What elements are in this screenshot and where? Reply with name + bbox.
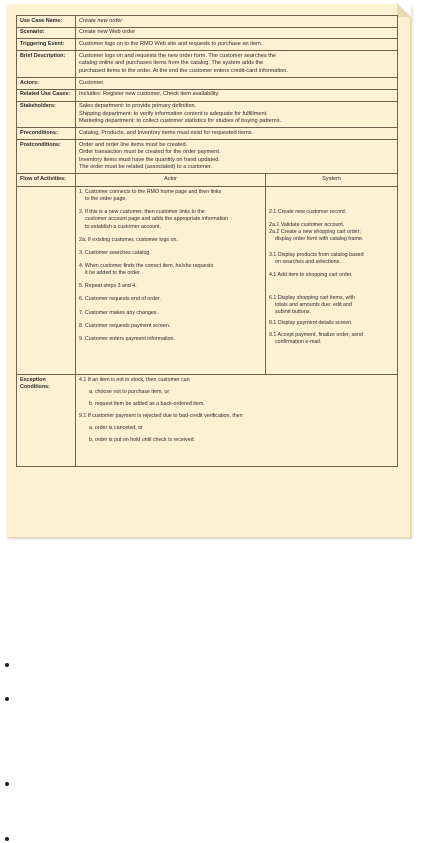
row-text-line: Sales department: to provide primary definition. — [79, 103, 197, 110]
table-row — [17, 78, 398, 90]
bullet-point — [5, 697, 9, 701]
row-value — [76, 51, 398, 78]
step-line: 2a. If existing customer, customer logs on. — [79, 236, 178, 243]
exception-sub: a. choose not to purchase item, or — [89, 388, 170, 395]
system-step — [269, 320, 394, 327]
flow-header — [76, 174, 397, 186]
system-step — [269, 209, 394, 216]
table-row — [17, 27, 398, 39]
step-line: 8. Customer requests payment screen. — [79, 322, 171, 329]
system-step — [269, 332, 394, 346]
table-row — [17, 128, 398, 140]
row-text-line: Order and order line items must be created. — [79, 141, 188, 148]
step-line: 2a.2 Create a new shopping cart order; — [269, 229, 361, 236]
row-label: Use Case Name: — [17, 16, 76, 28]
row-label: Triggering Event: — [17, 39, 76, 51]
system-column — [266, 187, 397, 374]
table-row — [17, 140, 398, 174]
bullet-point — [5, 663, 9, 667]
step-line: 5. Repeat steps 3 and 4. — [79, 283, 137, 290]
exception-label: Exception Conditions: — [17, 374, 76, 466]
row-text-line: Marketing department: to collect customer statistics for studies of buying patterns. — [79, 118, 282, 125]
step-line: 6. Customer requests end of order. — [79, 296, 161, 303]
exception-row — [17, 374, 398, 466]
row-text-line: Inventory items must have the quantity on hand updated. — [79, 156, 220, 163]
step-line: display order form with catalog frame. — [275, 236, 364, 243]
actor-column — [76, 187, 266, 374]
row-text-line: Includes: Register new customer, Check item availability. — [79, 91, 220, 98]
page-fold-corner — [397, 3, 411, 17]
exception-sub: b. request item be added as a back-ordered item. — [89, 400, 205, 407]
row-text-line: Order transaction must be created for the order payment. — [79, 149, 221, 156]
use-case-table — [16, 15, 398, 467]
actor-step — [79, 189, 262, 203]
row-label: Stakeholders: — [17, 101, 76, 128]
step-line: 2a.1 Validate customer account. — [269, 222, 345, 229]
actor-step — [79, 296, 262, 303]
step-line: it be added to the order. — [85, 270, 141, 277]
system-step — [269, 295, 394, 316]
row-text-line: catalog online and purchases items from the catalog. The system adds the — [79, 60, 264, 67]
row-value — [76, 39, 398, 51]
row-label: Brief Description: — [17, 51, 76, 78]
system-step — [269, 222, 394, 243]
system-step — [269, 272, 394, 279]
actor-step — [79, 283, 262, 290]
table-row — [17, 51, 398, 78]
row-text-line: Customer logs on to the RMO Web site and requests to purchase an item. — [79, 41, 263, 48]
table-row — [17, 16, 398, 28]
actor-step — [79, 336, 262, 343]
table-row — [17, 101, 398, 128]
actor-step — [79, 310, 262, 317]
step-line: customer account page and adds the appropriate information — [85, 216, 229, 223]
flow-body — [76, 187, 397, 374]
exception-sub: a. order is canceled, or — [89, 425, 143, 432]
step-line: 2. If this is a new customer, then customer links to the — [79, 209, 205, 216]
step-line: to the order page. — [85, 196, 127, 203]
actor-step — [79, 263, 262, 277]
flow-label: Flow of Activities: — [17, 174, 76, 187]
flow-header-row — [17, 174, 398, 187]
actor-step — [79, 250, 262, 257]
flow-header-cell — [76, 174, 398, 187]
row-text-line: purchased items to the order. At the end the customer enters credit-card information. — [79, 67, 288, 74]
flow-body-row — [17, 186, 398, 374]
actor-header: Actor — [76, 174, 266, 186]
flow-label-empty — [17, 186, 76, 374]
step-line: to establish a customer account. — [85, 223, 161, 230]
flow-body-cell — [76, 186, 398, 374]
row-label: Postconditions: — [17, 140, 76, 174]
row-label: Scenario: — [17, 27, 76, 39]
actor-step — [79, 237, 262, 244]
step-line: 1. Customer connects to the RMO home page and then links — [79, 188, 222, 195]
use-case-card — [6, 4, 410, 537]
row-value — [76, 89, 398, 101]
step-line: 6.1 Display shopping cart items, with — [269, 294, 355, 301]
row-value — [76, 78, 398, 90]
table-row — [17, 89, 398, 101]
row-value — [76, 140, 398, 174]
step-line: 2.1 Create new customer record. — [269, 208, 347, 215]
system-header: System — [322, 176, 341, 183]
exception-main: 9.1 If customer payment is rejected due to bad-credit verification, then — [79, 413, 243, 419]
row-value — [76, 128, 398, 140]
step-line: 4.1 Add item to shopping cart order. — [269, 271, 353, 278]
row-text-line: Create new Web order — [79, 29, 136, 36]
row-text-line: Shipping department: to verify information content is adequate for fulfillment. — [79, 110, 268, 117]
row-value — [76, 101, 398, 128]
row-text-line: Create new order — [79, 17, 123, 24]
table-row — [17, 39, 398, 51]
row-value — [76, 16, 398, 28]
step-line: totals and amounts due; edit and — [275, 302, 352, 309]
step-line: 3. Customer searches catalog. — [79, 249, 151, 256]
step-line: 9. Customer enters payment information. — [79, 335, 175, 342]
exception-sub: b. order is put on hold until check is received. — [89, 437, 195, 444]
step-line: 7. Customer makes any changes. — [79, 309, 158, 316]
exception-main: 4.1 If an item is not in stock, then customer can — [79, 376, 190, 383]
row-value — [76, 27, 398, 39]
step-line: 3.1 Display products from catalog based — [269, 251, 364, 258]
system-step — [269, 252, 394, 266]
step-line: 8.1 Display payment details screen. — [269, 320, 353, 327]
row-label: Actors: — [17, 78, 76, 90]
row-text-line: Customer logs on and requests the new order form. The customer searches the — [79, 52, 277, 59]
row-text-line: Customer. — [79, 79, 105, 86]
row-text-line: The order must be related (associated) to a customer. — [79, 164, 213, 171]
actor-step — [79, 323, 262, 330]
bullet-point — [5, 782, 9, 786]
step-line: submit buttons. — [275, 309, 311, 316]
step-line: 4. When customer finds the correct item, he/she requests — [79, 262, 214, 269]
row-label: Related Use Cases: — [17, 89, 76, 101]
step-line: 9.1 Accept payment, finalize order, send — [269, 331, 363, 338]
step-line: on searches and selections. — [275, 258, 341, 265]
row-label: Preconditions: — [17, 128, 76, 140]
actor-step — [79, 209, 262, 230]
bullet-point — [5, 837, 9, 841]
exception-cell — [76, 374, 398, 466]
step-line: confirmation e-mail. — [275, 338, 322, 345]
row-text-line: Catalog, Products, and Inventory items must exist for requested items. — [79, 129, 254, 136]
